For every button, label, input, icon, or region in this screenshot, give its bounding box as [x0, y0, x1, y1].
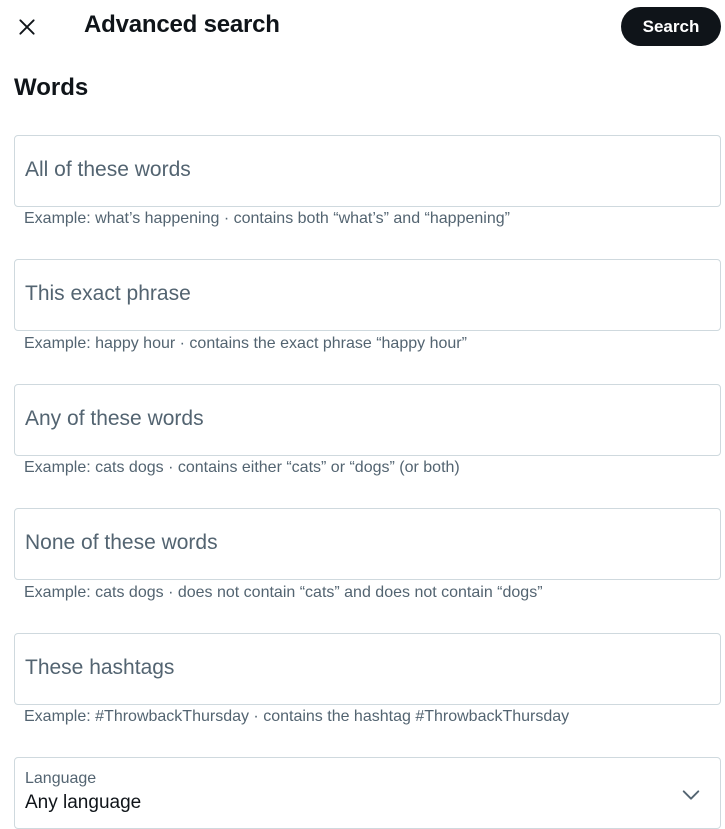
field-example: Example: #ThrowbackThursday · contains the hashtag #ThrowbackThursday — [24, 708, 570, 725]
none-words-input[interactable] — [14, 508, 721, 580]
field-label: This exact phrase — [25, 282, 191, 305]
chevron-down-icon — [680, 784, 702, 806]
field-example: Example: cats dogs · does not contain “cats” and does not contain “dogs” — [24, 584, 543, 601]
field-label: None of these words — [25, 531, 218, 554]
field-example: Example: happy hour · contains the exact phrase “happy hour” — [24, 335, 467, 352]
section-title-words: Words — [14, 74, 89, 101]
close-button[interactable] — [8, 8, 46, 46]
close-icon — [17, 17, 37, 37]
field-label: Any of these words — [25, 407, 204, 430]
page-title: Advanced search — [84, 11, 280, 38]
field-example: Example: cats dogs · contains either “cats” or “dogs” (or both) — [24, 459, 460, 476]
exact-phrase-input[interactable] — [14, 259, 721, 331]
field-label: All of these words — [25, 158, 191, 181]
language-value: Any language — [25, 792, 142, 813]
language-label: Language — [25, 770, 97, 787]
any-words-input[interactable] — [14, 384, 721, 456]
all-words-input[interactable] — [14, 135, 721, 207]
header — [0, 0, 725, 54]
search-button[interactable]: Search — [621, 7, 721, 46]
language-select[interactable] — [14, 757, 721, 829]
field-label: These hashtags — [25, 656, 175, 679]
field-example: Example: what’s happening · contains both “what’s” and “happening” — [24, 210, 510, 227]
hashtags-input[interactable] — [14, 633, 721, 705]
